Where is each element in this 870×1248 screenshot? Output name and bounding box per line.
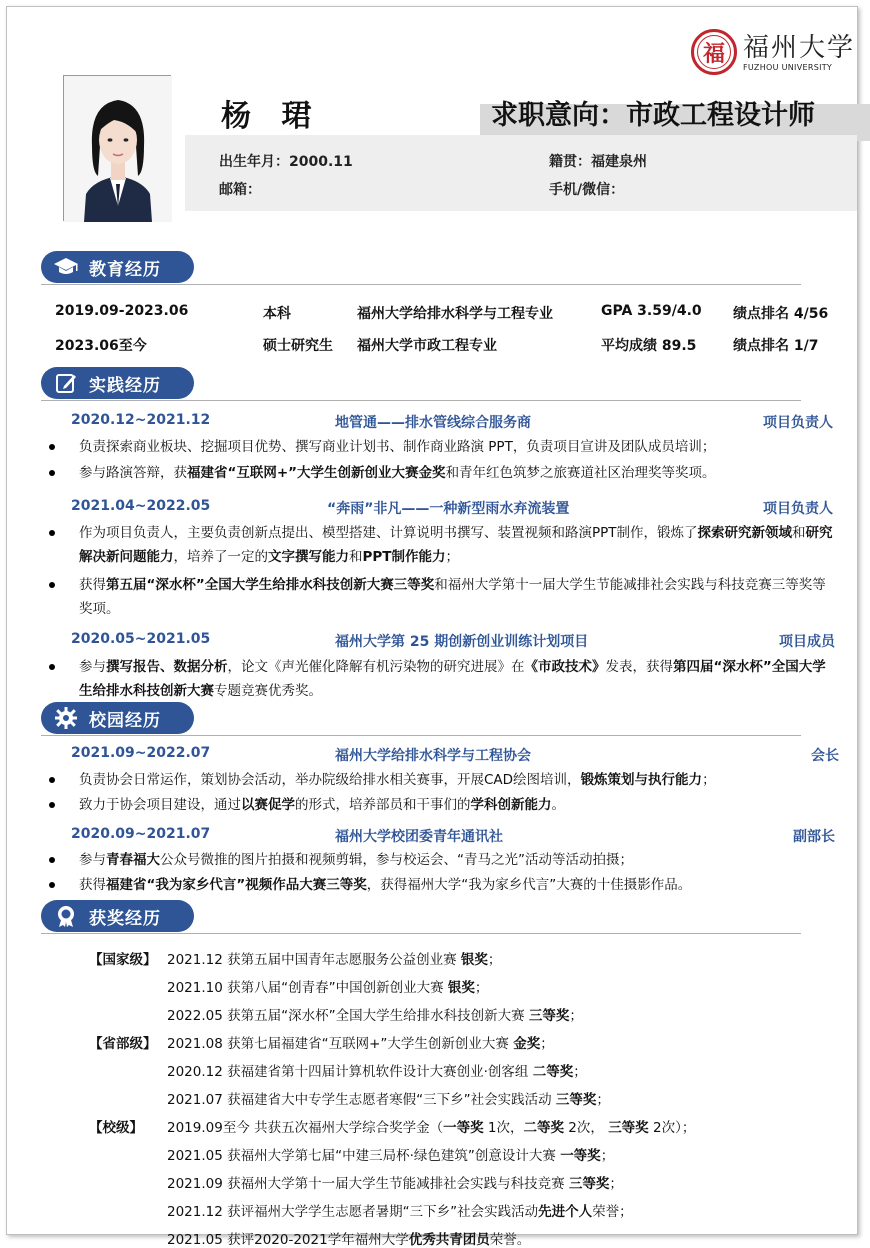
list-item: 参与路演答辩，获福建省“互联网+”大学生创新创业大赛金奖和青年红色筑梦之旅赛道社区治理奖等奖项。 (49, 461, 839, 485)
resume-page (6, 6, 858, 1248)
national-label: 【国家级】 (89, 952, 157, 968)
birth-date: 出生年月：2000.11 (219, 154, 353, 170)
campus-2-role: 副部长 (793, 829, 835, 845)
list-item: 负责协会日常运作，策划协会活动，举办院级给排水相关赛事，开展CAD绘图培训，锻炼策划与执行能力； (49, 768, 839, 792)
project-2-role: 项目负责人 (763, 501, 833, 517)
edu-1-degree: 本科 (263, 306, 291, 322)
school-label: 【校级】 (89, 1120, 143, 1136)
edu-2-degree: 硕士研究生 (263, 338, 333, 354)
practice-header: 实践经历 (41, 367, 194, 399)
education-header: 教育经历 (41, 251, 194, 283)
project-2-title: “奔雨”非凡——一种新型雨水弃流装置 (327, 501, 570, 517)
practice-section (41, 367, 859, 707)
campus-1-title: 福州大学给排水科学与工程协会 (335, 748, 531, 764)
list-item: 2020.12 获福建省第十四届计算机软件设计大赛创业·创客组 二等奖； (167, 1064, 587, 1080)
list-item: 2021.08 获第七届福建省“互联网+”大学生创新创业大赛 金奖； (167, 1036, 554, 1052)
graduation-cap-icon (53, 254, 79, 280)
basic-info (185, 135, 857, 211)
project-3-title: 福州大学第 25 期创新创业训练计划项目 (335, 634, 589, 650)
native-place: 籍贯：福建泉州 (549, 154, 647, 170)
edu-1-score: GPA 3.59/4.0 (601, 303, 702, 319)
edu-1-period: 2019.09-2023.06 (55, 303, 189, 319)
seal-icon: 福 (691, 29, 737, 75)
edu-2-period: 2023.06至今 (55, 338, 147, 354)
campus-2-period: 2020.09~2021.07 (71, 826, 211, 842)
edu-2-score: 平均成绩 89.5 (601, 338, 697, 354)
list-item: 负责探索商业板块、挖掘项目优势、撰写商业计划书、制作商业路演 PPT，负责项目宣讲及团队成员培训； (49, 435, 839, 459)
list-item: 2021.12 获第五届中国青年志愿服务公益创业赛 银奖； (167, 952, 502, 968)
project-2-period: 2021.04~2022.05 (71, 498, 211, 514)
provincial-label: 【省部级】 (89, 1036, 157, 1052)
gear-icon (53, 705, 79, 731)
list-item: 作为项目负责人，主要负责创新点提出、模型搭建、计算说明书撰写、装置视频和路演PPT制作，锻炼了探索研究新领域和研究解决新问题能力，培养了一定的文字撰写能力和PPT制作能力； (49, 521, 839, 569)
list-item: 2019.09至今 共获五次福州大学综合奖学金（一等奖 1次，二等奖 2次， 三等奖 2次）； (167, 1120, 696, 1136)
awards-header: 获奖经历 (41, 900, 194, 932)
list-item: 获得第五届“深水杯”全国大学生给排水科技创新大赛三等奖和福州大学第十一届大学生节能减排社会实践与科技竞赛三等奖等奖项。 (49, 573, 839, 621)
logo-chinese-name: 福州大学 (743, 32, 856, 63)
edu-1-school: 福州大学给排水科学与工程专业 (357, 306, 553, 322)
project-1-title: 地管通——排水管线综合服务商 (335, 415, 531, 431)
list-item: 2021.12 获评福州大学学生志愿者暑期“三下乡”社会实践活动先进个人荣誉； (167, 1204, 633, 1220)
list-item: 参与青春福大公众号微推的图片拍摄和视频剪辑，参与校运会、“青马之光”活动等活动拍摄； (49, 848, 839, 872)
list-item: 2021.05 获评2020-2021学年福州大学优秀共青团员荣誉。 (167, 1232, 531, 1248)
awards-section (41, 900, 859, 1248)
campus-2-title: 福州大学校团委青年通讯社 (335, 829, 503, 845)
person-photo-icon (64, 76, 172, 222)
profile-photo (63, 75, 171, 221)
list-item: 2021.05 获福州大学第七届“中建三局杯·绿色建筑”创意设计大赛 一等奖； (167, 1148, 615, 1164)
edu-2-rank: 绩点排名 1/7 (733, 338, 819, 354)
list-item: 获得福建省“我为家乡代言”视频作品大赛三等奖，获得福州大学“我为家乡代言”大赛的十佳摄影作品。 (49, 873, 839, 897)
email: 邮箱： (219, 182, 261, 198)
list-item: 2021.09 获福州大学第十一届大学生节能减排社会实践与科技竞赛 三等奖； (167, 1176, 623, 1192)
list-item: 致力于协会项目建设，通过以赛促学的形式，培养部员和干事们的学科创新能力。 (49, 793, 839, 817)
list-item: 2021.07 获福建省大中专学生志愿者寒假“三下乡”社会实践活动 三等奖； (167, 1092, 610, 1108)
medal-icon (53, 903, 79, 929)
logo-english-name: FUZHOU UNIVERSITY (743, 62, 833, 72)
list-item: 参与撰写报告、数据分析，论文《声光催化降解有机污染物的研究进展》在《市政技术》发表，获得第四届“深水杯”全国大学生给排水科技创新大赛专题竞赛优秀奖。 (49, 655, 839, 703)
edit-note-icon (53, 370, 79, 396)
campus-section (41, 702, 859, 902)
edu-1-rank: 绩点排名 4/56 (733, 306, 829, 322)
project-1-period: 2020.12~2021.12 (71, 412, 211, 428)
edu-2-school: 福州大学市政工程专业 (357, 338, 497, 354)
university-logo (691, 29, 855, 75)
project-3-period: 2020.05~2021.05 (71, 631, 211, 647)
project-1-role: 项目负责人 (763, 415, 833, 431)
campus-1-role: 会长 (811, 748, 839, 764)
job-objective: 求职意向：市政工程设计师 (491, 100, 815, 131)
phone-wechat: 手机/微信： (549, 182, 625, 198)
campus-1-period: 2021.09~2022.07 (71, 745, 211, 761)
candidate-name: 杨 珺 (221, 99, 322, 134)
campus-header: 校园经历 (41, 702, 194, 734)
education-section (41, 251, 859, 361)
list-item: 2021.10 获第八届“创青春”中国创新创业大赛 银奖； (167, 980, 489, 996)
list-item: 2022.05 获第五届“深水杯”全国大学生给排水科技创新大赛 三等奖； (167, 1008, 583, 1024)
name-bar (185, 89, 857, 135)
project-3-role: 项目成员 (779, 634, 835, 650)
